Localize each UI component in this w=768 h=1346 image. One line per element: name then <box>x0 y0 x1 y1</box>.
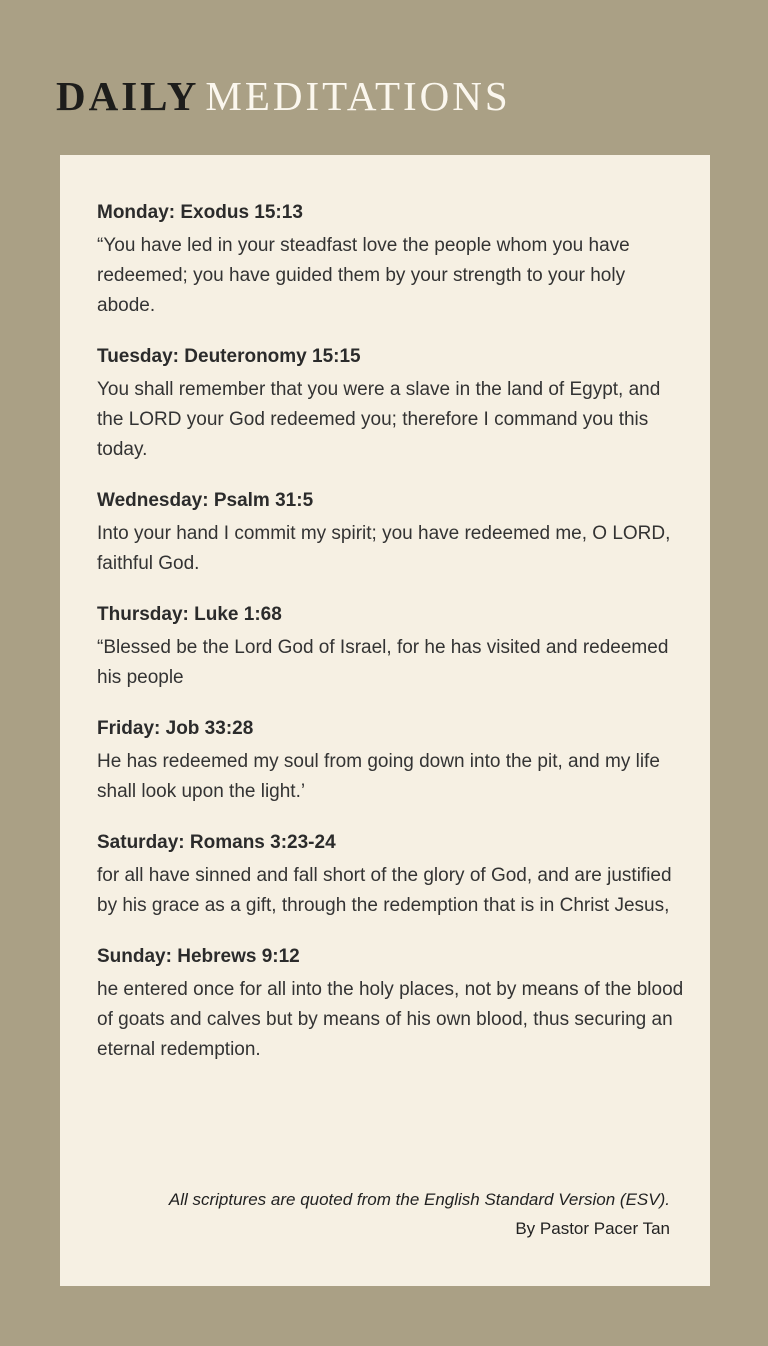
entry-scripture: You shall remember that you were a slave in the land of Egypt, and the LORD your God redeemed you; therefore I command you this today. <box>97 379 661 460</box>
meditations-list <box>97 199 687 1087</box>
entry-scripture: he entered once for all into the holy places, not by means of the blood of goats and calves but by means of his own blood, thus securing an eternal redemption. <box>97 979 684 1060</box>
meditations-card <box>60 155 710 1286</box>
meditation-monday <box>97 199 687 321</box>
meditation-tuesday <box>97 343 687 465</box>
meditation-sunday <box>97 943 687 1065</box>
meditation-friday <box>97 715 687 807</box>
title-light-word: MEDITATIONS <box>205 73 511 119</box>
entry-heading: Saturday: Romans 3:23-24 <box>97 832 336 853</box>
meditation-wednesday <box>97 487 687 579</box>
entry-heading: Sunday: Hebrews 9:12 <box>97 946 300 967</box>
entry-heading: Tuesday: Deuteronomy 15:15 <box>97 346 361 367</box>
entry-heading: Wednesday: Psalm 31:5 <box>97 490 314 511</box>
title-bold-word: DAILY <box>56 73 200 119</box>
entry-scripture: Into your hand I commit my spirit; you have redeemed me, O LORD, faithful God. <box>97 523 671 574</box>
entry-scripture: for all have sinned and fall short of the glory of God, and are justified by his grace as a gift, through the redemption that is in Christ Jesus, <box>97 865 672 916</box>
entry-scripture: He has redeemed my soul from going down into the pit, and my life shall look upon the light.’ <box>97 751 660 802</box>
esv-note: All scriptures are quoted from the English Standard Version (ESV). <box>168 1190 670 1209</box>
entry-heading: Monday: Exodus 15:13 <box>97 202 303 223</box>
meditation-thursday <box>97 601 687 693</box>
author-credit: By Pastor Pacer Tan <box>515 1219 670 1238</box>
entry-heading: Thursday: Luke 1:68 <box>97 604 282 625</box>
page-title <box>56 72 511 120</box>
entry-heading: Friday: Job 33:28 <box>97 718 254 739</box>
meditation-saturday <box>97 829 687 921</box>
card-footer <box>169 1185 670 1243</box>
entry-scripture: “Blessed be the Lord God of Israel, for he has visited and redeemed his people <box>97 637 669 688</box>
entry-scripture: “You have led in your steadfast love the people whom you have redeemed; you have guided them by your strength to your holy abode. <box>97 235 630 316</box>
